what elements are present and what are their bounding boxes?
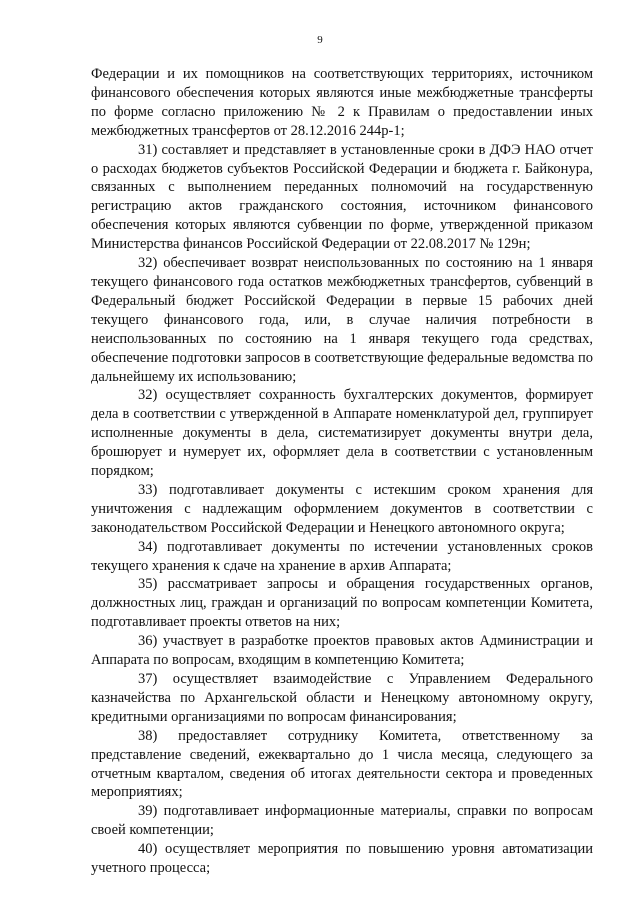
- paragraph-item-35: 35) рассматривает запросы и обращения государственных органов, должностных лиц, граждан и организаций по вопросам компетенции Комитета, подготавливает проекты ответов на них;: [91, 576, 593, 631]
- paragraph-item-31: 31) составляет и представляет в установленные сроки в ДФЭ НАО отчет о расходах бюджетов субъектов Российской Федерации и бюджета г. Байконура, связанных с выполнением переданных полномочий на государственную регистрацию актов гражданского состояния, источником финансового обеспечения которых являются субвенции по форме, утвержденной приказом Министерства финансов Российской Федерации от 22.08.2017 № 129н;: [91, 141, 593, 253]
- paragraph-item-36: 36) участвует в разработке проектов правовых актов Администрации и Аппарата по вопросам, входящим в компетенцию Комитета;: [91, 633, 593, 669]
- paragraph-item-33: 33) подготавливает документы с истекшим сроком хранения для уничтожения с надлежащим оформлением документов в соответствии с законодательством Российской Федерации и Ненецкого автономного округа;: [91, 481, 593, 536]
- document-body: [91, 65, 593, 878]
- paragraph-item-39: 39) подготавливает информационные материалы, справки по вопросам своей компетенции;: [91, 803, 593, 839]
- paragraph-item-32-records: 32) осуществляет сохранность бухгалтерских документов, формирует дела в соответствии с утвержденной в Аппарате номенклатурой дел, группирует исполненные документы в дела, систематизирует документы внутри дела, брошюрует и нумерует их, оформляет дела в соответствии с установленным порядком;: [91, 387, 593, 480]
- paragraph-continuation: Федерации и их помощников на соответствующих территориях, источником финансового обеспечения которых являются иные межбюджетные трансферты по форме согласно приложению № 2 к Правилам о предоставлении иных межбюджетных трансфертов от 28.12.2016 244р-1;: [91, 66, 593, 139]
- paragraph-item-38: 38) предоставляет сотруднику Комитета, ответственному за представление сведений, ежеквартально до 1 числа месяца, следующего за отчетным кварталом, сведения об итогах деятельности сектора и проведенных мероприятиях;: [91, 727, 593, 801]
- paragraph-item-40: 40) осуществляет мероприятия по повышению уровня автоматизации учетного процесса;: [91, 841, 593, 877]
- paragraph-item-34: 34) подготавливает документы по истечении установленных сроков текущего хранения к сдаче на хранение в архив Аппарата;: [91, 538, 593, 574]
- page-number: 9: [317, 34, 323, 46]
- paragraph-item-32-refund: 32) обеспечивает возврат неиспользованных по состоянию на 1 января текущего финансового года остатков межбюджетных трансфертов, субвенций в Федеральный бюджет Российской Федерации в первые 15 рабочих дней текущего финансового года, или, в случае наличия потребности в неиспользованных по состоянию на 1 января текущего года средствах, обеспечение подготовки запросов в соответствующие федеральные ведомства по дальнейшему их использованию;: [91, 255, 594, 385]
- paragraph-item-37: 37) осуществляет взаимодействие с Управлением Федерального казначейства по Архангельской области и Ненецкому автономному округу, кредитными организациями по вопросам финансирования;: [91, 671, 593, 725]
